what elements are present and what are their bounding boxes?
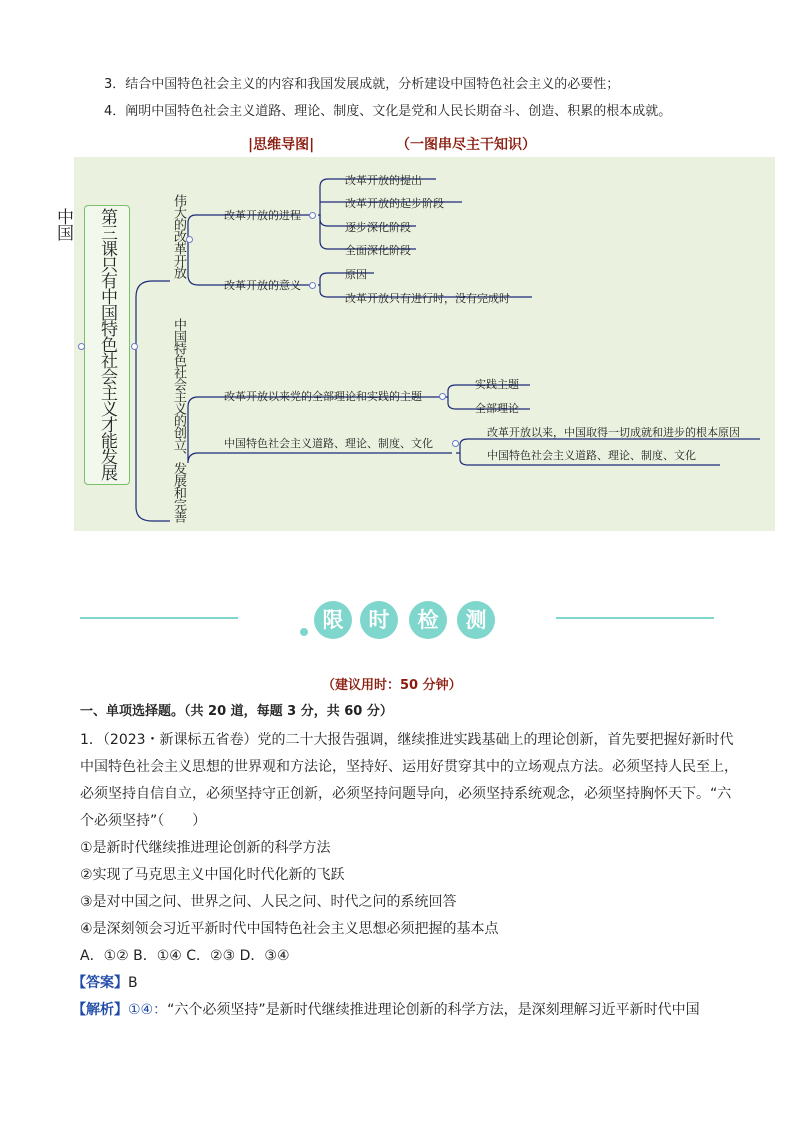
branch-socialism-development: 中国特色社会主义的创立、发展和完善: [171, 318, 186, 522]
analysis-marks: ①④：: [128, 1002, 168, 1018]
banner-line-left: [80, 617, 238, 619]
banner-dot: [300, 628, 308, 636]
objective-4: 4．阐明中国特色社会主义道路、理论、制度、文化是党和人民长期奋斗、创造、积累的根本成就。: [104, 104, 672, 119]
node-reform-significance: 改革开放的意义: [224, 279, 301, 292]
leaf: 全面深化阶段: [345, 244, 411, 257]
answer-value: B: [128, 975, 138, 991]
question-line: 个必须坚持”（ ）: [80, 813, 207, 829]
leaf: 实践主题: [475, 378, 519, 391]
objective-3: 3．结合中国特色社会主义的内容和我国发展成就，分析建设中国特色社会主义的必要性；: [104, 77, 620, 92]
analysis-label: 【解析】: [72, 1002, 128, 1018]
option-4: ④是深刻领会习近平新时代中国特色社会主义思想必须把握的基本点: [80, 921, 499, 937]
collapse-icon[interactable]: [309, 212, 316, 219]
leaf: 中国特色社会主义道路、理论、制度、文化: [487, 449, 696, 462]
option-1: ①是新时代继续推进理论创新的科学方法: [80, 840, 331, 856]
analysis-text: “六个必须坚持”是新时代继续推进理论创新的科学方法，是深刻理解习近平新时代中国: [167, 1002, 700, 1018]
node-four-confidences: 中国特色社会主义道路、理论、制度、文化: [224, 437, 433, 450]
leaf: 改革开放的提出: [345, 174, 422, 187]
question-line: 必须坚持自信自立，必须坚持守正创新，必须坚持问题导向，必须坚持系统观念，必须坚持胸怀天下。“六: [80, 786, 732, 802]
banner-char: 测: [457, 601, 495, 639]
banner-char: 限: [314, 601, 352, 639]
collapse-icon[interactable]: [452, 440, 459, 447]
banner-char: 时: [360, 601, 398, 639]
question-line: 中国特色社会主义思想的世界观和方法论，坚持好、运用好贯穿其中的立场观点方法。必须坚持人民至上，: [80, 759, 738, 775]
section-heading: 一、单项选择题。（共 20 道，每题 3 分，共 60 分）: [80, 704, 393, 719]
question-line: 1．（2023・新课标五省卷）党的二十大报告强调，继续推进实践基础上的理论创新，首先要把握好新时代: [80, 732, 734, 748]
mindmap-root: [53, 205, 130, 485]
banner-line-right: [556, 617, 714, 619]
answer-choices: A．①② B．①④ C．②③ D．③④: [80, 948, 290, 964]
banner-char: 检: [409, 601, 447, 639]
collapse-icon[interactable]: [186, 236, 193, 243]
collapse-icon[interactable]: [309, 282, 316, 289]
collapse-icon[interactable]: [131, 343, 138, 350]
branch-reform-opening: 伟大的改革开放: [171, 194, 186, 278]
answer-row: [72, 970, 138, 996]
option-2: ②实现了马克思主义中国化时代化新的飞跃: [80, 867, 345, 883]
answer-label: 【答案】: [72, 975, 128, 991]
leaf: 逐步深化阶段: [345, 221, 411, 234]
node-main-theme: 改革开放以来党的全部理论和实践的主题: [224, 390, 422, 403]
analysis-row: [72, 997, 700, 1023]
mindmap-subtitle: （一图串尽主干知识）: [396, 137, 536, 153]
option-3: ③是对中国之问、世界之问、人民之问、时代之问的系统回答: [80, 894, 457, 910]
collapse-icon[interactable]: [439, 393, 446, 400]
leaf: 改革开放以来，中国取得一切成就和进步的根本原因: [487, 426, 740, 439]
leaf: 原因: [345, 268, 367, 281]
collapse-icon[interactable]: [78, 343, 85, 350]
leaf: 全部理论: [475, 402, 519, 415]
root-label: 第三课只有中国特色社会主义才能发展中国: [53, 208, 117, 480]
leaf: 改革开放只有进行时，没有完成时: [345, 292, 510, 305]
leaf: 改革开放的起步阶段: [345, 197, 444, 210]
node-reform-process: 改革开放的进程: [224, 209, 301, 222]
suggested-time: （建议用时：50 分钟）: [322, 678, 462, 693]
mindmap-title: |思维导图|: [248, 137, 315, 153]
